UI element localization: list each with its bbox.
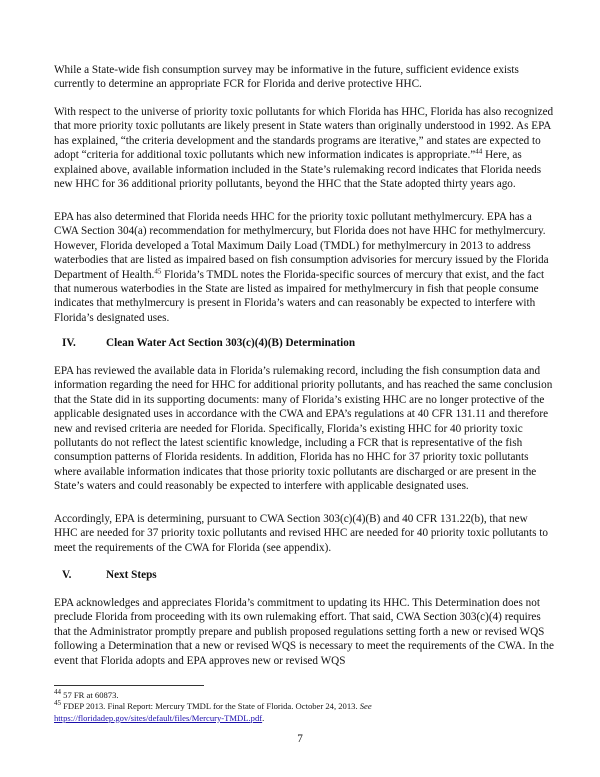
section-number: IV. (62, 337, 76, 349)
paragraph-determination-conclusion: Accordingly, EPA is determining, pursuant to CWA Section 303(c)(4)(B) and 40 CFR 131.22(b), that new HHC are needed for 37 priority toxic pollutants and revised HHC are needed for 40 priority toxic pollutants to meet the requirements of the CWA for Florida (see appendix). (54, 513, 548, 554)
paragraph-fcr-evidence: While a State-wide fish consumption survey may be informative in the future, sufficient evidence exists currently to determine an appropriate FCR for Florida and derive protective HHC. (54, 64, 519, 91)
paragraph-next-steps: EPA acknowledges and appreciates Florida’s commitment to updating its HHC. This Determination does not preclude Florida from proceeding with its own rulemaking effort. That said, CWA Section 303(c)(4) requires that the Administrator promptly prepare and publish proposed regulations setting forth a new or revised WQS following a Determination that a new or revised WQS is necessary to meet the requirements of the CWA. In the event that Florida adopts and EPA approves new or revised WQS (54, 597, 554, 667)
footnote-text: 57 FR at 60873. (61, 690, 119, 700)
footnote-text: FDEP 2013. Final Report: Mercury TMDL for the State of Florida. October 24, 2013. (61, 701, 360, 712)
footnote-44 (54, 690, 554, 701)
paragraph-priority-pollutants (54, 105, 554, 191)
footnote-ref-44: 44 (475, 147, 483, 156)
section-heading-v (62, 568, 157, 582)
section-number: V. (62, 569, 72, 581)
paragraph-text: Florida’s TMDL notes the Florida-specific sources of mercury that exist, and the fact that numerous waterbodies in the State are listed as impaired for methylmercury in fish that people consume indicates that methylmercury is present in Florida’s waters and can reasonably be expected to interfere with Florida’s designated uses. (54, 268, 545, 324)
paragraph-text: EPA has also determined that Florida needs HHC for the priority toxic pollutant methylmercury. EPA has a CWA Section 304(a) recommendation for methylmercury, but Florida does not have HHC for methylmercury. However, Florida developed a Total Maximum Daily Load (TMDL) for methylmercury in 2013 to address waterbodies that are listed as impaired based on fish consumption advisories for mercury issued by the Florida Department of Health. (54, 211, 549, 281)
section-title: Next Steps (106, 569, 157, 581)
footnote-45 (54, 701, 554, 724)
footnote-see: See (359, 701, 372, 712)
section-heading-iv (62, 336, 355, 350)
section-title: Clean Water Act Section 303(c)(4)(B) Determination (106, 337, 356, 349)
paragraph-text: With respect to the universe of priority toxic pollutants for which Florida has HHC, Florida has also recognized that more priority toxic pollutants are likely present in State waters than originally understood in 1992. As EPA has explained, “the criteria development and the standards programs are iterative,” and states are expected to adopt “criteria for additional toxic pollutants which new information indicates is appropriate.” (54, 106, 554, 162)
footnote-divider (54, 685, 204, 686)
footnote-number: 45 (54, 699, 61, 708)
paragraph-text: Here, as explained above, available information included in the State’s rulemaking record indicates that Florida needs new HHC for 36 additional priority pollutants, beyond the HHC that the State adopted thirty years ago. (54, 149, 542, 191)
paragraph-determination-review: EPA has reviewed the available data in Florida’s rulemaking record, including the fish consumption data and information regarding the need for HHC for additional priority pollutants, and has reached the same conclusion that the State did in its supporting documents: many of Florida’s existing HHC are no longer protective of the applicable designated uses in accordance with the CWA and EPA’s regulations at 40 CFR 131.11 and therefore new and revised criteria are needed for Florida. Specifically, Florida’s existing HHC for 40 priority toxic pollutants do not reflect the latest scientific knowledge, including a FCR that is representative of the fish consumption patterns of Florida residents. In addition, Florida has no HHC for 37 priority toxic pollutants where available information indicates that those priority toxic pollutants are discharged or are present in the State’s waters and could reasonably be expected to interfere with applicable designated uses. (54, 365, 553, 493)
footnote-ref-45: 45 (154, 266, 162, 275)
footnotes (54, 690, 554, 724)
page-number: 7 (297, 733, 303, 745)
footnote-period: . (262, 712, 265, 723)
footnote-number: 44 (54, 688, 61, 697)
mercury-tmdl-link[interactable]: https://floridadep.gov/sites/default/files/Mercury-TMDL.pdf (54, 712, 263, 723)
paragraph-methylmercury (54, 210, 554, 325)
